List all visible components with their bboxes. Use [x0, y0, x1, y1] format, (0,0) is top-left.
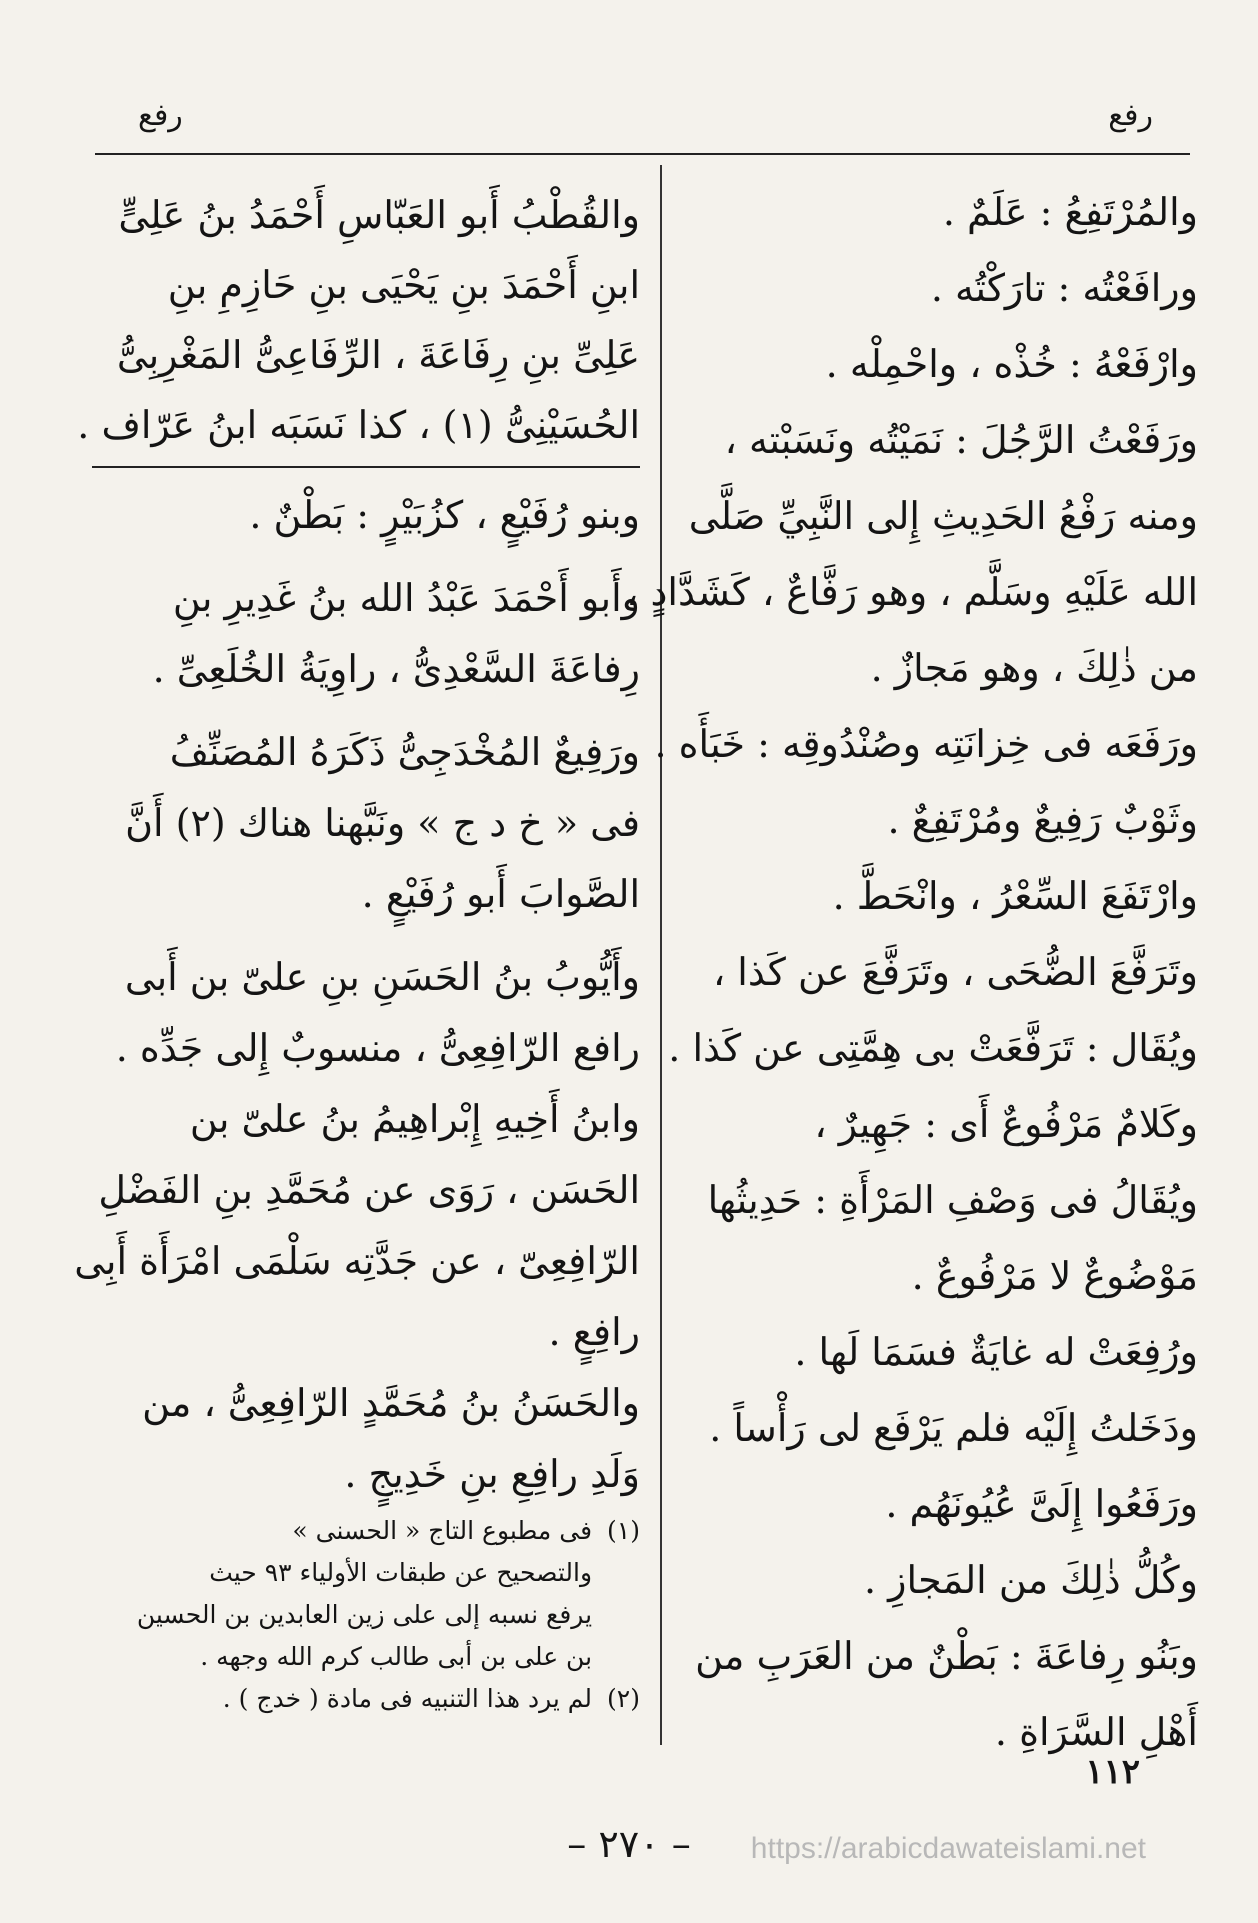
text-line: رافِعٍ . — [548, 1310, 640, 1354]
text-line: رِفاعَةَ السَّعْدِىُّ ، راوِيَةُ الخُلَعِىِّ . — [152, 647, 640, 691]
footnote-text: يرفع نسبه إلى على زين العابدين بن الحسين — [136, 1600, 593, 1629]
text-line: مَوْضُوعٌ لا مَرْفُوعٌ . — [911, 1254, 1198, 1298]
text-line: وكَلامٌ مَرْفُوعٌ أَى : جَهِيرٌ ، — [814, 1102, 1198, 1146]
text-line: الرّافِعِىّ ، عن جَدَّتِه سَلْمَى امْرَأَة أَبِى — [74, 1239, 640, 1283]
footnotes — [92, 1510, 640, 1720]
text-line: أَهْلِ السَّرَاةِ . — [994, 1710, 1198, 1754]
text-line: فى « خ د ج » ونَبَّهنا هناك (٢) أَنَّ — [125, 801, 640, 845]
text-line: وَلَدِ رافِعِ بنِ خَدِيجٍ . — [344, 1452, 640, 1496]
text-line: ورَفِيعٌ المُخْدَجِىُّ ذَكَرَهُ المُصَنِّفُ — [169, 730, 640, 774]
header-right-word: رفع — [1108, 98, 1153, 133]
text-line: ودَخَلتُ إِلَيْه فلم يَرْفَع لى رَأْساً . — [709, 1406, 1198, 1450]
text-line: الحَسَن ، رَوَى عن مُحَمَّدِ بنِ الفَضْلِ — [98, 1168, 640, 1212]
text-line: ومنه رَفْعُ الحَدِيثِ إِلى النَّبِيِّ صَلَّى — [688, 494, 1198, 538]
text-line: وبنو رُفَيْعٍ ، كزُبَيْرٍ : بَطْنٌ . — [249, 493, 640, 537]
text-line: ورَفَعْتُ الرَّجُلَ : نَمَيْتُه ونَسَبْته ، — [724, 418, 1198, 462]
footnote-text: والتصحيح عن طبقات الأولياء ٩٣ حيث — [209, 1558, 593, 1587]
footnote-number: (١) — [607, 1516, 640, 1545]
text-line: الله عَلَيْهِ وسَلَّم ، وهو رَفَّاعٌ ، كَشَدَّادٍ ، — [626, 570, 1198, 614]
header-left-word: رفع — [138, 98, 183, 133]
footnote-line — [92, 1594, 640, 1636]
text-line: وبَنُو رِفاعَةَ : بَطْنٌ من العَرَبِ من — [695, 1634, 1198, 1678]
text-line: الصَّوابَ أَبو رُفَيْعٍ . — [361, 872, 640, 916]
text-line: وتَرَفَّعَ الضُّحَى ، وتَرَفَّعَ عن كَذا ، — [712, 950, 1198, 994]
text-line: الحُسَيْنِىُّ (١) ، كذا نَسَبَه ابنُ عَرّاف . — [77, 403, 640, 447]
text-line: ورُفِعَتْ له غايَةٌ فسَمَا لَها . — [794, 1330, 1198, 1374]
text-line: وأَيُّوبُ بنُ الحَسَنِ بنِ علىّ بن أَبى — [124, 955, 640, 999]
text-line: وارْفَعْهُ : خُذْه ، واحْمِلْه . — [825, 342, 1198, 386]
watermark-url: https://arabicdawateislami.net — [750, 1832, 1146, 1865]
section-rule — [92, 466, 640, 468]
footnote-line — [92, 1552, 640, 1594]
text-line: وأَبو أَحْمَدَ عَبْدُ الله بنُ غَدِيرِ بنِ — [172, 576, 640, 620]
section-number: ١١٢ — [1085, 1752, 1140, 1792]
footnote-line — [92, 1636, 640, 1678]
text-line: عَلِىِّ بنِ رِفَاعَةَ ، الرِّفَاعِىُّ المَغْرِبِىُّ — [116, 333, 640, 377]
footnote-line — [92, 1510, 640, 1552]
text-line: والقُطْبُ أَبو العَبّاسِ أَحْمَدُ بنُ عَلِىٍّ — [118, 193, 640, 237]
text-line: ويُقَال : تَرَفَّعَتْ بى هِمَّتِى عن كَذا . — [668, 1026, 1198, 1070]
page-number: – ٢٧٠ – — [567, 1822, 691, 1866]
text-line: ويُقَالُ فى وَصْفِ المَرْأَةِ : حَدِيثُها — [707, 1178, 1198, 1222]
header-rule — [95, 153, 1190, 155]
text-line: والحَسَنُ بنُ مُحَمَّدٍ الرّافِعِىُّ ، من — [142, 1381, 640, 1425]
text-line: والمُرْتَفِعُ : عَلَمٌ . — [942, 190, 1198, 234]
text-line: وثَوْبٌ رَفِيعٌ ومُرْتَفِعٌ . — [887, 798, 1198, 842]
footnote-line — [92, 1678, 640, 1720]
text-line: وابنُ أَخِيهِ إِبْراهِيمُ بنُ علىّ بن — [189, 1097, 640, 1141]
text-line: ورَفَعَه فى خِزانَتِه وصُنْدُوقِه : خَبَأَه . — [654, 722, 1198, 766]
text-line: وارْتَفَعَ السِّعْرُ ، وانْحَطَّ . — [832, 874, 1198, 918]
left-column — [74, 178, 640, 1508]
text-line: من ذٰلِكَ ، وهو مَجازٌ . — [870, 646, 1198, 690]
text-line: رافع الرّافِعِىُّ ، منسوبٌ إِلى جَدِّه . — [115, 1026, 640, 1070]
text-line: ورافَعْتُه : تارَكْتُه . — [930, 266, 1198, 310]
text-line: ورَفَعُوا إِلَىَّ عُيُونَهُم . — [885, 1482, 1198, 1526]
text-line: ابنِ أَحْمَدَ بنِ يَحْيَى بنِ حَازِمِ بنِ — [167, 263, 640, 307]
text-line: وكُلُّ ذٰلِكَ من المَجازِ . — [864, 1558, 1198, 1602]
right-column — [626, 175, 1198, 1771]
footnote-number: (٢) — [607, 1684, 640, 1713]
footnote-text: لم يرد هذا التنبيه فى مادة ( خدج ) . — [222, 1684, 593, 1713]
footnote-text: فى مطبوع التاج « الحسنى » — [292, 1516, 593, 1545]
footnote-text: بن على بن أبى طالب كرم الله وجهه . — [200, 1642, 593, 1671]
